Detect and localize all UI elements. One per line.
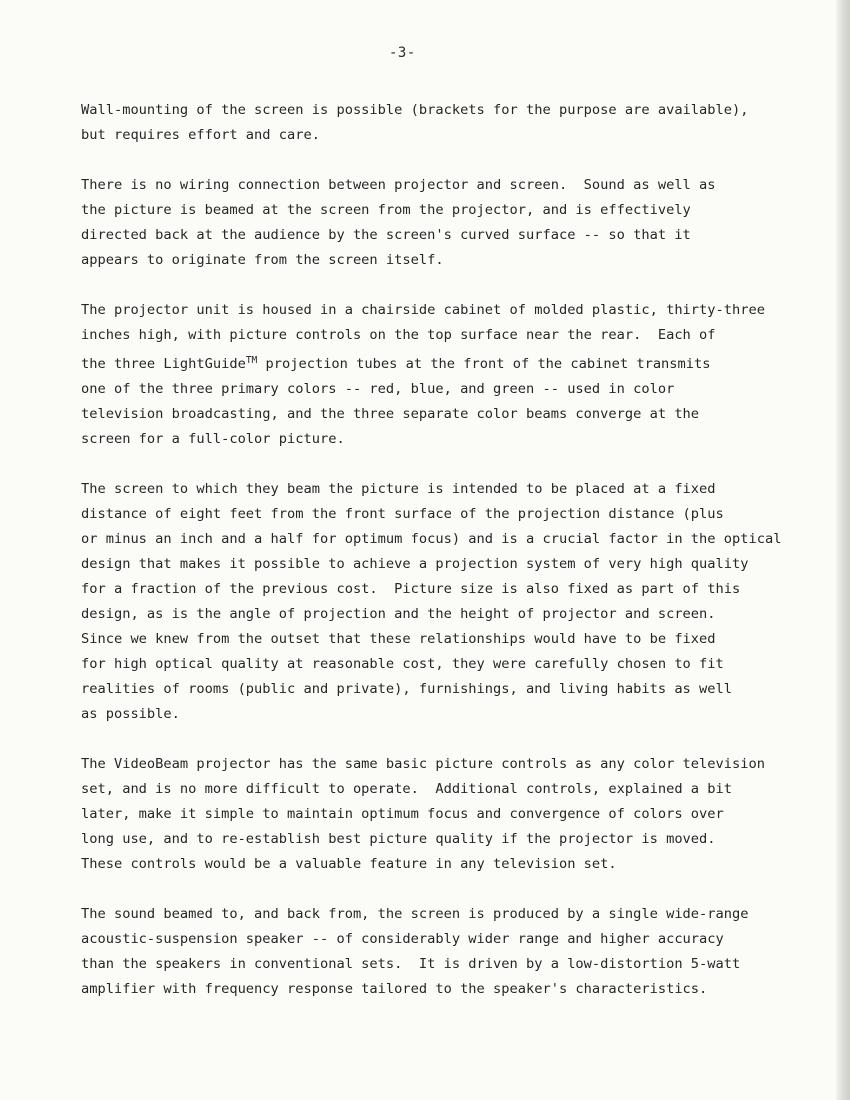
text-line: Wall-mounting of the screen is possible (brackets for the purpose are available), xyxy=(81,102,749,118)
text-line: one of the three primary colors -- red, blue, and green -- used in color xyxy=(81,381,675,397)
text-line: design, as is the angle of projection and the height of projector and screen. xyxy=(81,606,716,622)
text-line: distance of eight feet from the front surface of the projection distance (plus xyxy=(81,506,724,522)
text-line: but requires effort and care. xyxy=(81,127,320,143)
paragraph-wiring xyxy=(81,173,801,273)
text-line: Since we knew from the outset that these relationships would have to be fixed xyxy=(81,631,716,647)
text-line: later, make it simple to maintain optimum focus and convergence of colors over xyxy=(81,806,724,822)
text-line: inches high, with picture controls on the top surface near the rear. Each of xyxy=(81,327,716,343)
paragraph-screen-placement xyxy=(81,477,801,727)
text-line: The projector unit is housed in a chairside cabinet of molded plastic, thirty-three xyxy=(81,302,765,318)
lightguide-text: the three LightGuide xyxy=(81,356,246,372)
text-line-lightguide xyxy=(81,348,801,377)
text-line: design that makes it possible to achieve a projection system of very high quality xyxy=(81,556,749,572)
trademark-mark: TM xyxy=(245,355,258,366)
paragraph-videobeam-controls xyxy=(81,752,801,877)
text-line: for high optical quality at reasonable cost, they were carefully chosen to fit xyxy=(81,656,724,672)
page-edge-shadow xyxy=(836,0,850,1100)
lightguide-line-rest: projection tubes at the front of the cabinet transmits xyxy=(257,356,711,372)
text-line: set, and is no more difficult to operate. Additional controls, explained a bit xyxy=(81,781,733,797)
text-line: The sound beamed to, and back from, the screen is produced by a single wide-range xyxy=(81,906,749,922)
paragraph-sound xyxy=(81,902,801,1002)
text-line: long use, and to re-establish best picture quality if the projector is moved. xyxy=(81,831,716,847)
text-line: appears to originate from the screen itself. xyxy=(81,252,444,268)
text-line: directed back at the audience by the screen's curved surface -- so that it xyxy=(81,227,691,243)
text-line: or minus an inch and a half for optimum focus) and is a crucial factor in the optical xyxy=(81,531,782,547)
text-line: realities of rooms (public and private), furnishings, and living habits as well xyxy=(81,681,733,697)
text-line: for a fraction of the previous cost. Picture size is also fixed as part of this xyxy=(81,581,741,597)
text-line: screen for a full-color picture. xyxy=(81,431,345,447)
text-line: acoustic-suspension speaker -- of considerably wider range and higher accuracy xyxy=(81,931,724,947)
text-line: amplifier with frequency response tailored to the speaker's characteristics. xyxy=(81,981,708,997)
text-line: There is no wiring connection between projector and screen. Sound as well as xyxy=(81,177,716,193)
text-line: the picture is beamed at the screen from the projector, and is effectively xyxy=(81,202,691,218)
text-line: The screen to which they beam the picture is intended to be placed at a fixed xyxy=(81,481,716,497)
document-body xyxy=(81,98,801,1027)
text-line: television broadcasting, and the three separate color beams converge at the xyxy=(81,406,700,422)
paragraph-projector-unit xyxy=(81,298,801,452)
text-line: The VideoBeam projector has the same basic picture controls as any color television xyxy=(81,756,765,772)
page-number: -3- xyxy=(389,45,416,61)
paragraph-wall-mounting xyxy=(81,98,801,148)
text-line: These controls would be a valuable feature in any television set. xyxy=(81,856,617,872)
text-line: than the speakers in conventional sets. It is driven by a low-distortion 5-watt xyxy=(81,956,741,972)
text-line: as possible. xyxy=(81,706,180,722)
